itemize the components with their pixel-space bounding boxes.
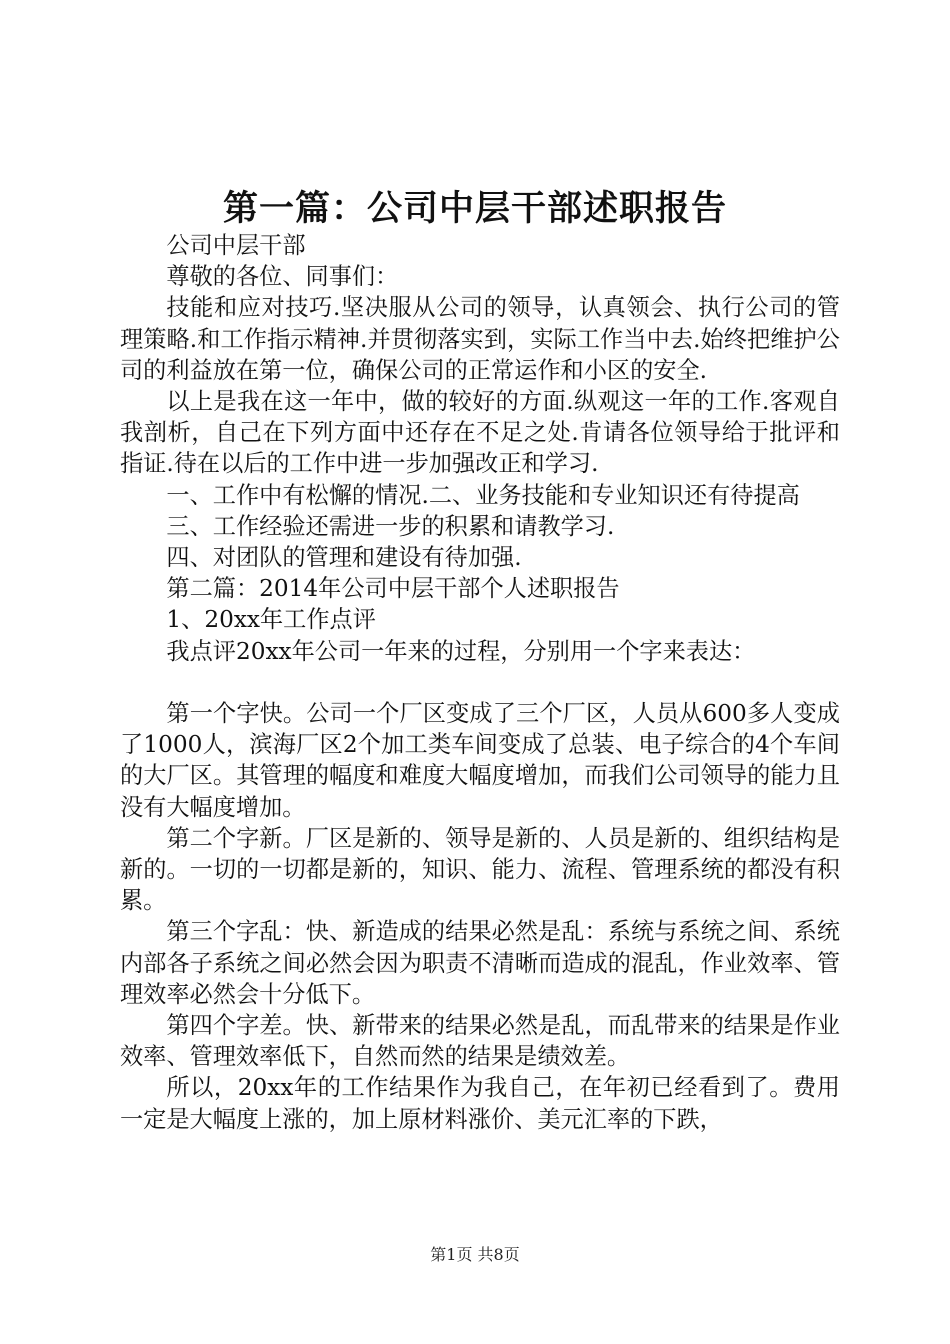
paragraph: 以上是我在这一年中，做的较好的方面.纵观这一年的工作.客观自我剖析，自己在下列方面中还存在不足之处.肯请各位领导给于批评和指证.待在以后的工作中进一步加强改正和学习.	[120, 388, 840, 478]
paragraph: 尊敬的各位、同事们：	[166, 263, 399, 291]
paragraph: 我点评20xx年公司一年来的过程，分别用一个字来表达：	[166, 637, 756, 665]
paragraph: 第一个字快。公司一个厂区变成了三个厂区，人员从600多人变成了1000人，滨海厂区2个加工类车间变成了总装、电子综合的4个车间的大厂区。其管理的幅度和难度大幅度增加，而我们公司领导的能力且没有大幅度增加。	[120, 700, 840, 821]
paragraph: 四、对团队的管理和建设有待加强.	[166, 544, 522, 572]
paragraph: 一、工作中有松懈的情况.二、业务技能和专业知识还有待提高	[166, 481, 800, 509]
paragraph: 第三个字乱：快、新造成的结果必然是乱：系统与系统之间、系统内部各子系统之间必然会因为职责不清晰而造成的混乱，作业效率、管理效率必然会十分低下。	[120, 918, 840, 1008]
paragraph: 公司中层干部	[166, 232, 306, 259]
paragraph: 第二个字新。厂区是新的、领导是新的、人员是新的、组织结构是新的。一切的一切都是新的，知识、能力、流程、管理系统的都没有积累。	[120, 824, 840, 915]
paragraph: 技能和应对技巧.坚决服从公司的领导，认真领会、执行公司的管理策略.和工作指示精神.并贯彻落实到，实际工作当中去.始终把维护公司的利益放在第一位，确保公司的正常运作和小区的安全.	[120, 294, 840, 384]
paragraph: 所以，20xx年的工作结果作为我自己，在年初已经看到了。费用一定是大幅度上涨的，加上原材料涨价、美元汇率的下跌，	[120, 1074, 840, 1133]
paragraph: 三、工作经验还需进一步的积累和请教学习.	[166, 512, 615, 540]
blank-line	[120, 667, 840, 698]
page-footer: 第1页 共8页	[430, 1245, 520, 1264]
subsection-heading: 1、20xx年工作点评	[166, 606, 376, 634]
document-title: 第一篇：公司中层干部述职报告	[222, 188, 727, 229]
section-heading: 第二篇：2014年公司中层干部个人述职报告	[166, 575, 620, 603]
paragraph: 第四个字差。快、新带来的结果必然是乱，而乱带来的结果是作业效率、管理效率低下，自然而然的结果是绩效差。	[120, 1012, 840, 1071]
document-body	[120, 230, 840, 1135]
